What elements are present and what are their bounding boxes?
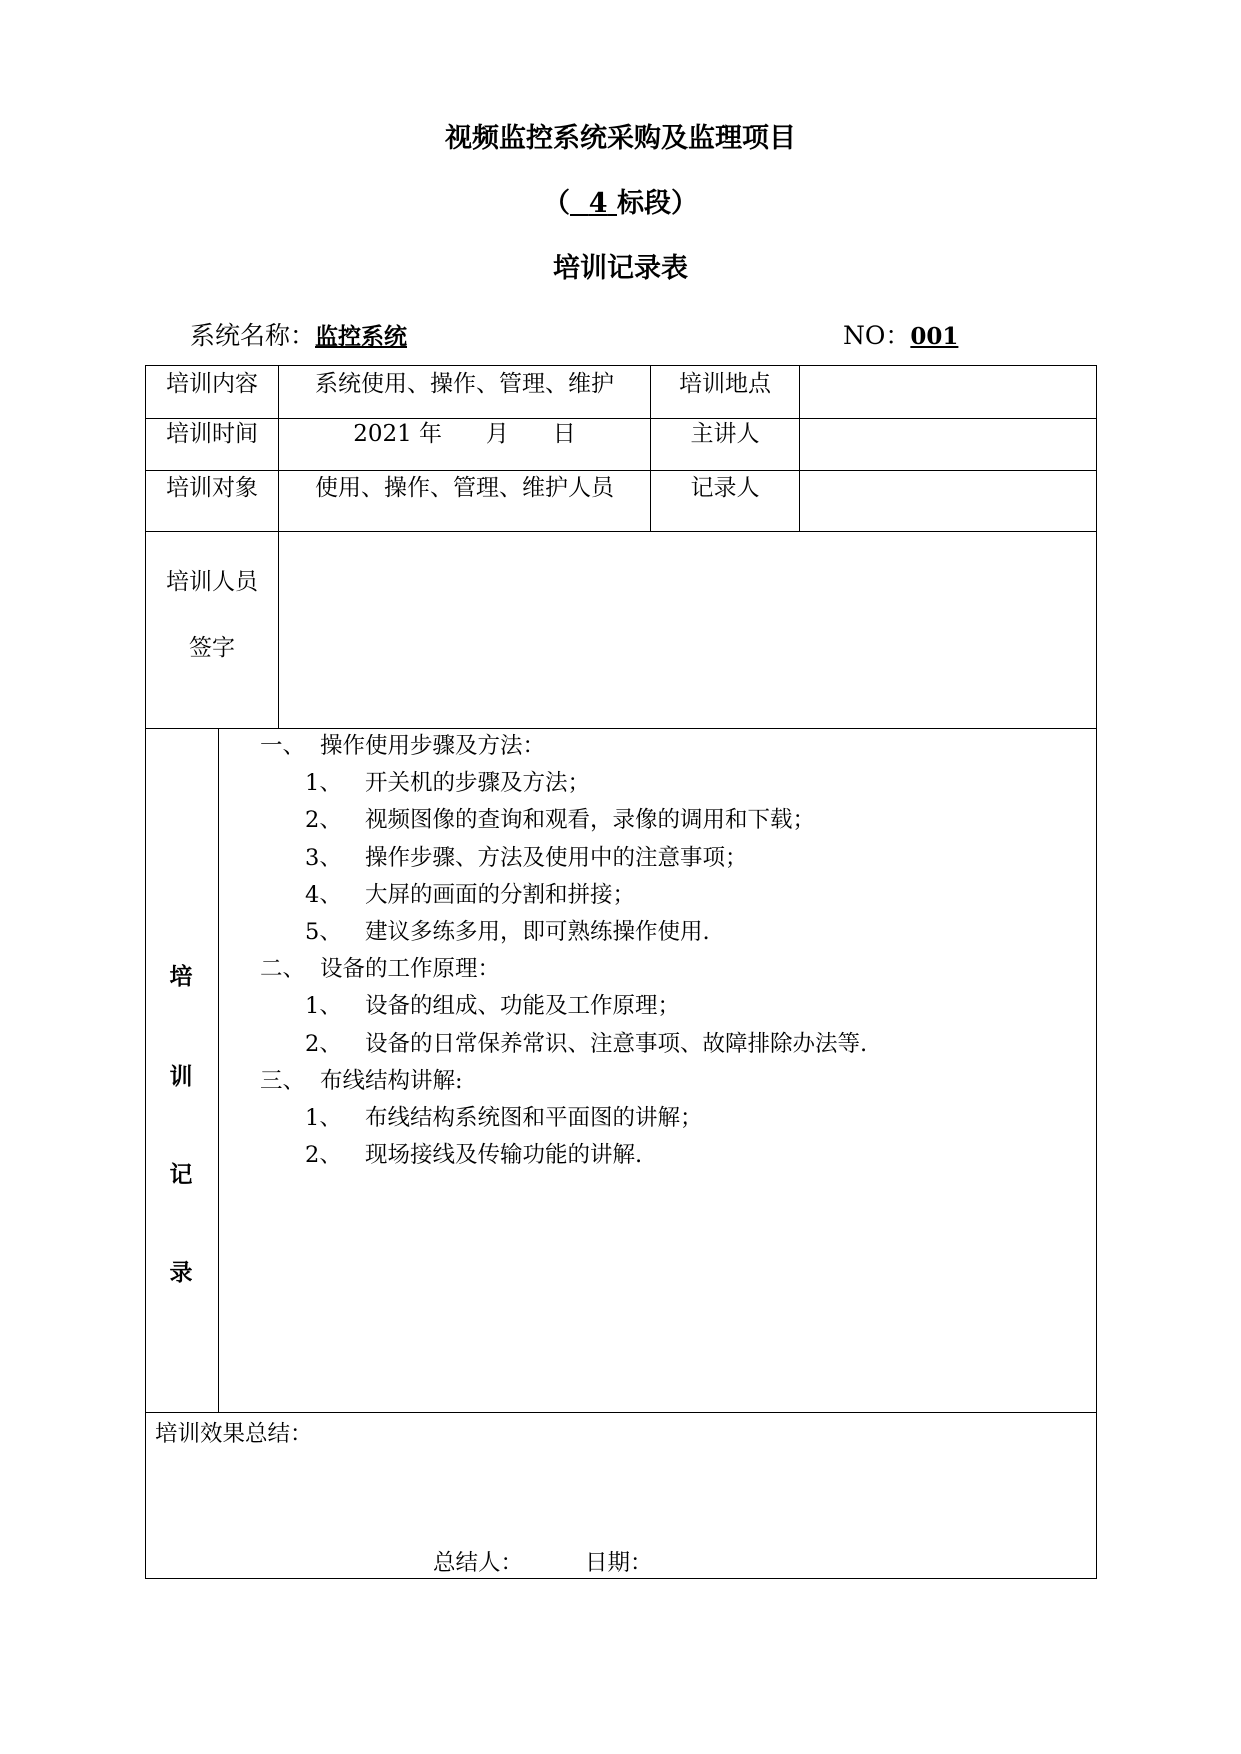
summary-label: 培训效果总结：	[155, 1421, 313, 1447]
list-item: 3、 操作步骤、方法及使用中的注意事项；	[305, 844, 748, 871]
record-number-value: 001	[910, 323, 959, 350]
section-prefix: （	[542, 188, 570, 219]
signature-label-1: 培训人员	[166, 569, 258, 595]
list-item: 1、 布线结构系统图和平面图的讲解；	[305, 1105, 703, 1132]
system-name	[190, 318, 407, 355]
list-item: 二、 设备的工作原理：	[260, 956, 501, 983]
list-item: 1、 设备的组成、功能及工作原理；	[305, 993, 681, 1020]
system-name-value: 监控系统	[315, 323, 408, 350]
system-name-label: 系统名称：	[190, 321, 316, 350]
summary-area[interactable]	[156, 1460, 1091, 1548]
record-label-char-4: 录	[169, 1259, 193, 1286]
speaker-label: 主讲人	[690, 421, 760, 447]
list-item: 1、 开关机的步骤及方法；	[305, 770, 591, 797]
record-number-label: NO：	[843, 321, 911, 350]
time-label: 培训时间	[166, 421, 258, 447]
location-label: 培训地点	[679, 371, 771, 397]
record-label-char-2: 训	[169, 1063, 193, 1090]
record-label-char-3: 记	[169, 1161, 193, 1188]
date-label: 日期：	[585, 1550, 653, 1576]
section-suffix: 标段）	[617, 188, 698, 219]
content-label: 培训内容	[166, 371, 258, 397]
signature-area[interactable]	[285, 538, 1090, 722]
form-title: 培训记录表	[553, 253, 688, 284]
section-line	[0, 186, 1241, 222]
document-title: 视频监控系统采购及监理项目	[445, 123, 796, 154]
list-item: 三、 布线结构讲解:	[260, 1067, 463, 1094]
training-record-list	[260, 728, 867, 1174]
list-item: 一、 操作使用步骤及方法：	[260, 733, 546, 759]
list-item: 2、 视频图像的查询和观看，录像的调用和下载；	[305, 807, 816, 834]
list-item: 5、 建议多练多用，即可熟练操作使用.	[305, 919, 710, 946]
record-number	[843, 318, 958, 355]
record-label-char-1: 培	[169, 963, 193, 990]
audience-label: 培训对象	[166, 475, 258, 501]
time-value: 2021 年 月 日	[353, 421, 576, 447]
content-value: 系统使用、操作、管理、维护	[315, 371, 614, 397]
list-item: 4、 大屏的画面的分割和拼接；	[305, 881, 636, 908]
list-item: 2、 现场接线及传输功能的讲解.	[305, 1142, 643, 1169]
summarizer-label: 总结人：	[433, 1550, 524, 1576]
section-number: 4	[588, 188, 608, 219]
list-item: 2、 设备的日常保养常识、注意事项、故障排除办法等.	[305, 1030, 868, 1057]
signature-label-2: 签字	[189, 635, 235, 661]
audience-value: 使用、操作、管理、维护人员	[315, 475, 614, 501]
recorder-label: 记录人	[690, 475, 760, 501]
